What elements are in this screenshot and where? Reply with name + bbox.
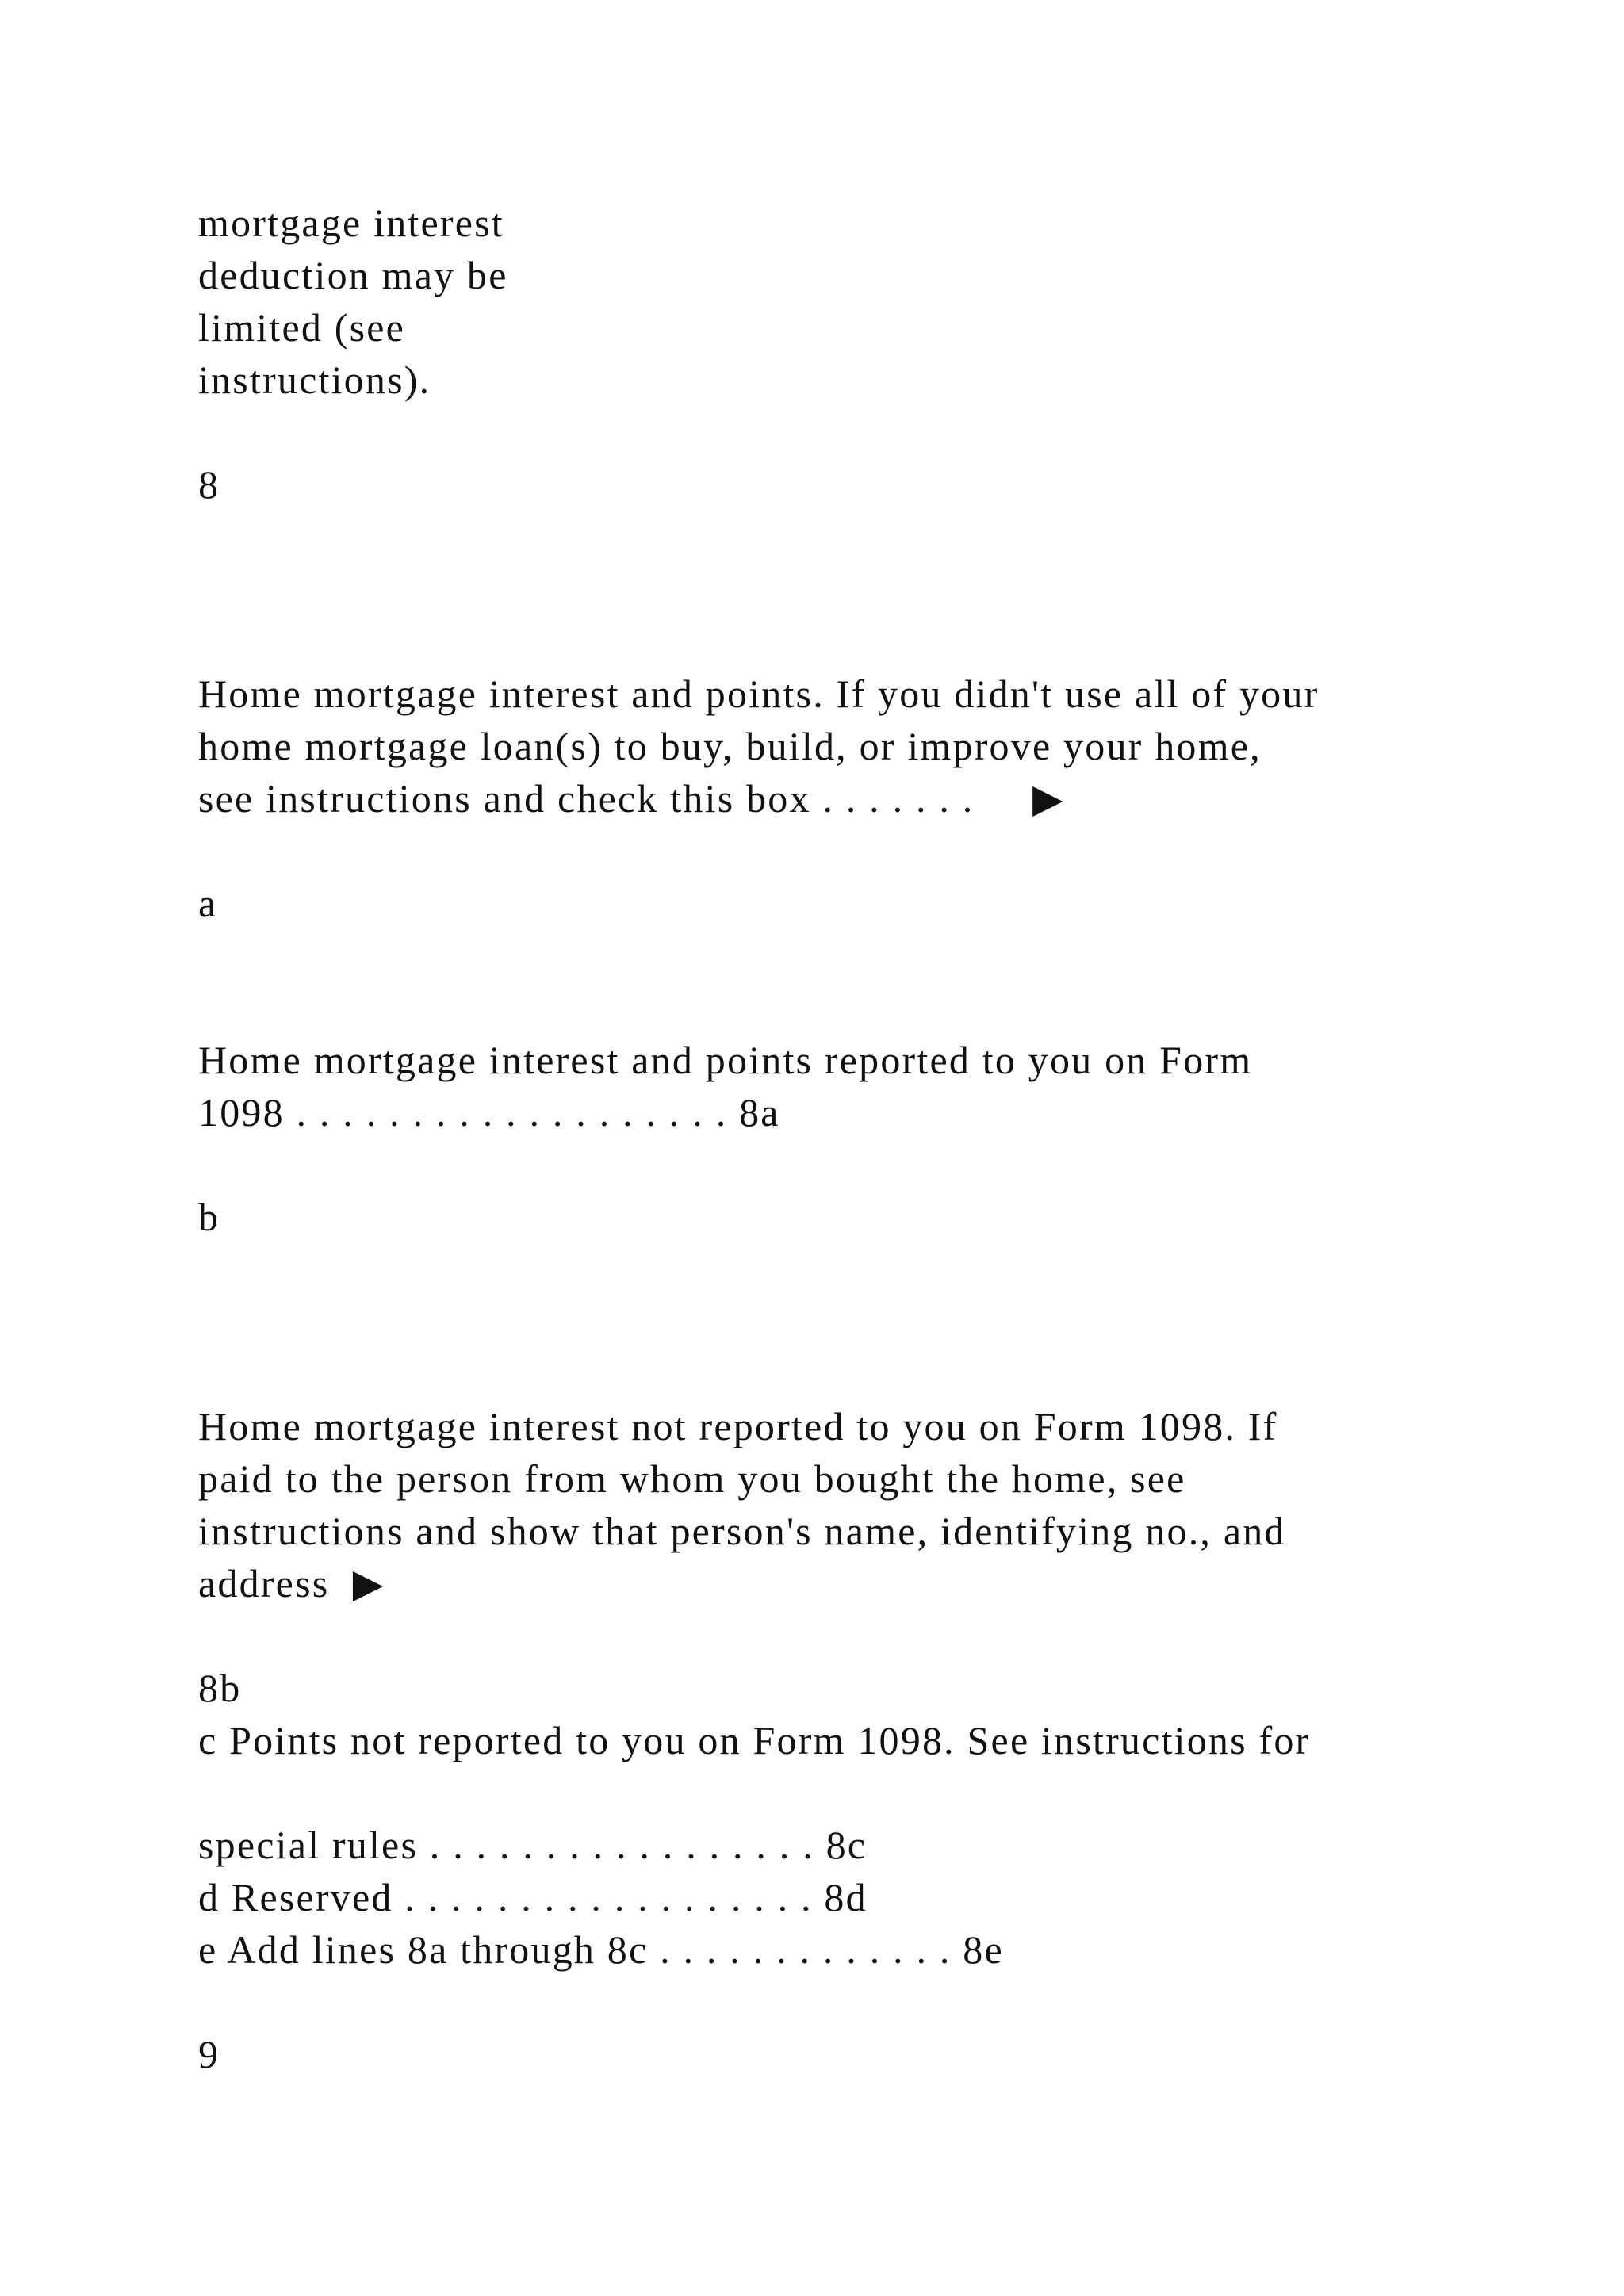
line-8-number: 8 — [198, 462, 220, 507]
line-e-text: e Add lines 8a through 8c . . . . . . . . . . . . . 8e — [198, 1927, 1004, 1972]
line-b-text-1: Home mortgage interest not reported to you on Form 1098. If — [198, 1404, 1278, 1448]
line-8-text-1: Home mortgage interest and points. If you didn't use all of your — [198, 672, 1320, 716]
intro-line-1: mortgage interest — [198, 201, 504, 245]
line-a-text-1: Home mortgage interest and points reported to you on Form — [198, 1038, 1253, 1082]
line-8-text-3: see instructions and check this box . . . . . . . ▶ — [198, 776, 1065, 821]
line-a-label: a — [198, 881, 218, 925]
intro-line-4: instructions). — [198, 358, 431, 402]
line-b-text-3: instructions and show that person's name, identifying no., and — [198, 1509, 1286, 1553]
line-8-text-2: home mortgage loan(s) to buy, build, or improve your home, — [198, 724, 1262, 768]
line-8b-box: 8b — [198, 1666, 242, 1710]
line-c-text: c Points not reported to you on Form 1098. See instructions for — [198, 1718, 1311, 1762]
line-b-label: b — [198, 1195, 220, 1239]
line-c-continued: special rules . . . . . . . . . . . . . . . . . 8c — [198, 1823, 868, 1867]
line-a-text-2: 1098 . . . . . . . . . . . . . . . . . . . 8a — [198, 1090, 780, 1135]
line-d-text: d Reserved . . . . . . . . . . . . . . . . . . 8d — [198, 1875, 868, 1919]
intro-line-3: limited (see — [198, 305, 406, 350]
line-b-text-2: paid to the person from whom you bought the home, see — [198, 1456, 1186, 1501]
line-9-number: 9 — [198, 2032, 220, 2076]
intro-line-2: deduction may be — [198, 253, 508, 297]
line-b-text-4: address ▶ — [198, 1561, 385, 1605]
